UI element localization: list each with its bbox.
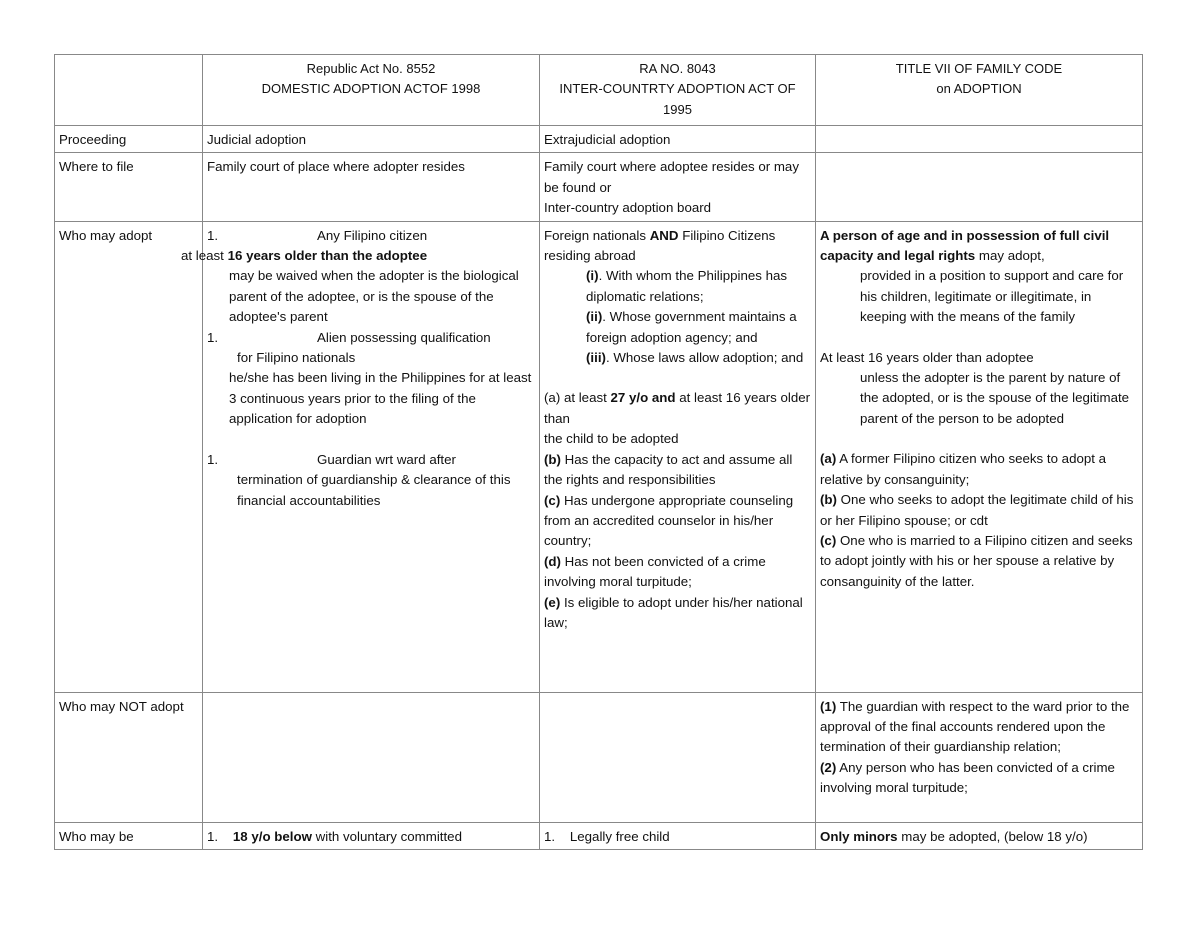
row-label: Proceeding bbox=[55, 126, 203, 153]
header-row bbox=[55, 55, 1143, 126]
list-item: (b) One who seeks to adopt the legitimate child of his or her Filipino spouse; or cdt bbox=[820, 492, 1134, 528]
list-item: (i). With whom the Philippines has diplomatic relations; bbox=[586, 268, 788, 304]
where-to-file-intercountry: Family court where adoptee resides or may be found or Inter-country adoption board bbox=[540, 153, 816, 221]
list-item: (e) Is eligible to adopt under his/her national law; bbox=[544, 594, 803, 630]
list-item: (a) A former Filipino citizen who seeks to adopt a relative by consanguinity; bbox=[820, 451, 1107, 487]
list-item: 1. Any Filipino citizen bbox=[207, 227, 428, 243]
who-may-adopt-intercountry: Foreign nationals AND Filipino Citizens residing abroad (i). With whom the Philippines has diplomatic relations; (ii). Whose government maintains a foreign adoption agency; and (iii). Whose laws allow adoption; and (a) at least 27 y/o and at least 16 years older than the child to be adopted (b) Has the capacity to act and assume all the rights and responsibilities (c) Has undergone appropriate counseling from an accredited counselor in his/her country; (d) Has not been convicted of a crime involving moral turpitude; (e) Is eligible to adopt under his/her national law; bbox=[540, 221, 816, 692]
row-proceeding bbox=[55, 126, 1143, 153]
header-family-code: TITLE VII OF FAMILY CODE on ADOPTION bbox=[816, 55, 1143, 126]
row-who-may-not-adopt bbox=[55, 692, 1143, 822]
who-may-be-family-code: Only minors may be adopted, (below 18 y/o) bbox=[816, 822, 1143, 849]
where-to-file-family-code bbox=[816, 153, 1143, 221]
waiver-text: may be waived when the adopter is the biological parent of the adoptee, or is the spouse of the adoptee's parent bbox=[229, 268, 519, 325]
who-may-be-intercountry: 1. Legally free child bbox=[540, 822, 816, 849]
who-may-adopt-domestic: 1. Any Filipino citizen at least 16 years older than the adoptee may be waived when the adopter is the biological parent of the adoptee, or is the spouse of the adoptee's parent 1. Alien possessing qualification for Filipino nationals he/she has been living in the Philippines for at least 3 continuous years prior to the filing of the application for adoption 1. Guardian wrt ward after termination of guardianship & clearance of this financial accountabilities bbox=[203, 221, 540, 692]
who-may-be-domestic: 1. 18 y/o below with voluntary committed bbox=[203, 822, 540, 849]
list-item: (ii). Whose government maintains a foreign adoption agency; and bbox=[586, 309, 797, 345]
list-item: 1. Guardian wrt ward after bbox=[207, 451, 456, 467]
proceeding-family-code bbox=[816, 126, 1143, 153]
list-item: 1. Alien possessing qualification bbox=[207, 329, 491, 345]
list-item: (2) Any person who has been convicted of a crime involving moral turpitude; bbox=[820, 759, 1115, 796]
row-label: Who may NOT adopt bbox=[55, 692, 203, 822]
who-may-not-adopt-family-code bbox=[816, 692, 1143, 822]
who-may-adopt-family-code: A person of age and in possession of full civil capacity and legal rights may adopt, provided in a position to support and care for his children, legitimate or illegitimate, in keeping with the means of the family At least 16 years older than adoptee unless the adopter is the parent by nature of the adopted, or is the spouse of the legitimate parent of the person to be adopted (a) A former Filipino citizen who seeks to adopt a relative by consanguinity; (b) One who seeks to adopt the legitimate child of his or her Filipino spouse; or cdt (c) One who is married to a Filipino citizen and seeks to adopt jointly with his or her spouse a relative by consanguinity of the latter. bbox=[816, 221, 1143, 692]
qualification-text: A person of age and in possession of full civil capacity and legal rights may adopt, bbox=[820, 227, 1110, 264]
header-intercountry: RA NO. 8043 INTER-COUNTRTY ADOPTION ACT OF 1995 bbox=[540, 55, 816, 126]
where-to-file-domestic: Family court of place where adopter resides bbox=[203, 153, 540, 221]
row-who-may-adopt bbox=[55, 221, 1143, 692]
row-label: Where to file bbox=[55, 153, 203, 221]
age-requirement: at least 16 years older than the adoptee bbox=[181, 248, 428, 264]
list-item: (c) Has undergone appropriate counseling from an accredited counselor in his/her country; bbox=[544, 492, 794, 549]
adoption-comparison-table bbox=[54, 54, 1143, 850]
intro-text: Foreign nationals AND Filipino Citizens residing abroad bbox=[544, 227, 776, 264]
header-domestic: Republic Act No. 8552 DOMESTIC ADOPTION ACTOF 1998 bbox=[203, 55, 540, 126]
who-may-not-adopt-domestic bbox=[203, 692, 540, 822]
proceeding-domestic: Judicial adoption bbox=[203, 126, 540, 153]
row-where-to-file bbox=[55, 153, 1143, 221]
list-item: (1) The guardian with respect to the ward prior to the approval of the final accounts rendered upon the termination of their guardianship relation; bbox=[820, 698, 1130, 755]
proceeding-intercountry: Extrajudicial adoption bbox=[540, 126, 816, 153]
row-label: Who may be bbox=[55, 822, 203, 849]
list-item: (c) One who is married to a Filipino citizen and seeks to adopt jointly with his or her spouse a relative by consanguinity of the latter. bbox=[820, 532, 1133, 589]
list-item: (d) Has not been convicted of a crime involving moral turpitude; bbox=[544, 553, 766, 590]
row-label: Who may adopt bbox=[55, 221, 203, 692]
who-may-not-adopt-intercountry bbox=[540, 692, 816, 822]
list-item: (iii). Whose laws allow adoption; and bbox=[586, 350, 804, 366]
header-empty-cell bbox=[55, 55, 203, 126]
list-item: (a) at least 27 y/o and at least 16 years older than bbox=[544, 390, 811, 426]
list-item: (b) Has the capacity to act and assume all the rights and responsibilities bbox=[544, 451, 793, 488]
row-who-may-be bbox=[55, 822, 1143, 849]
